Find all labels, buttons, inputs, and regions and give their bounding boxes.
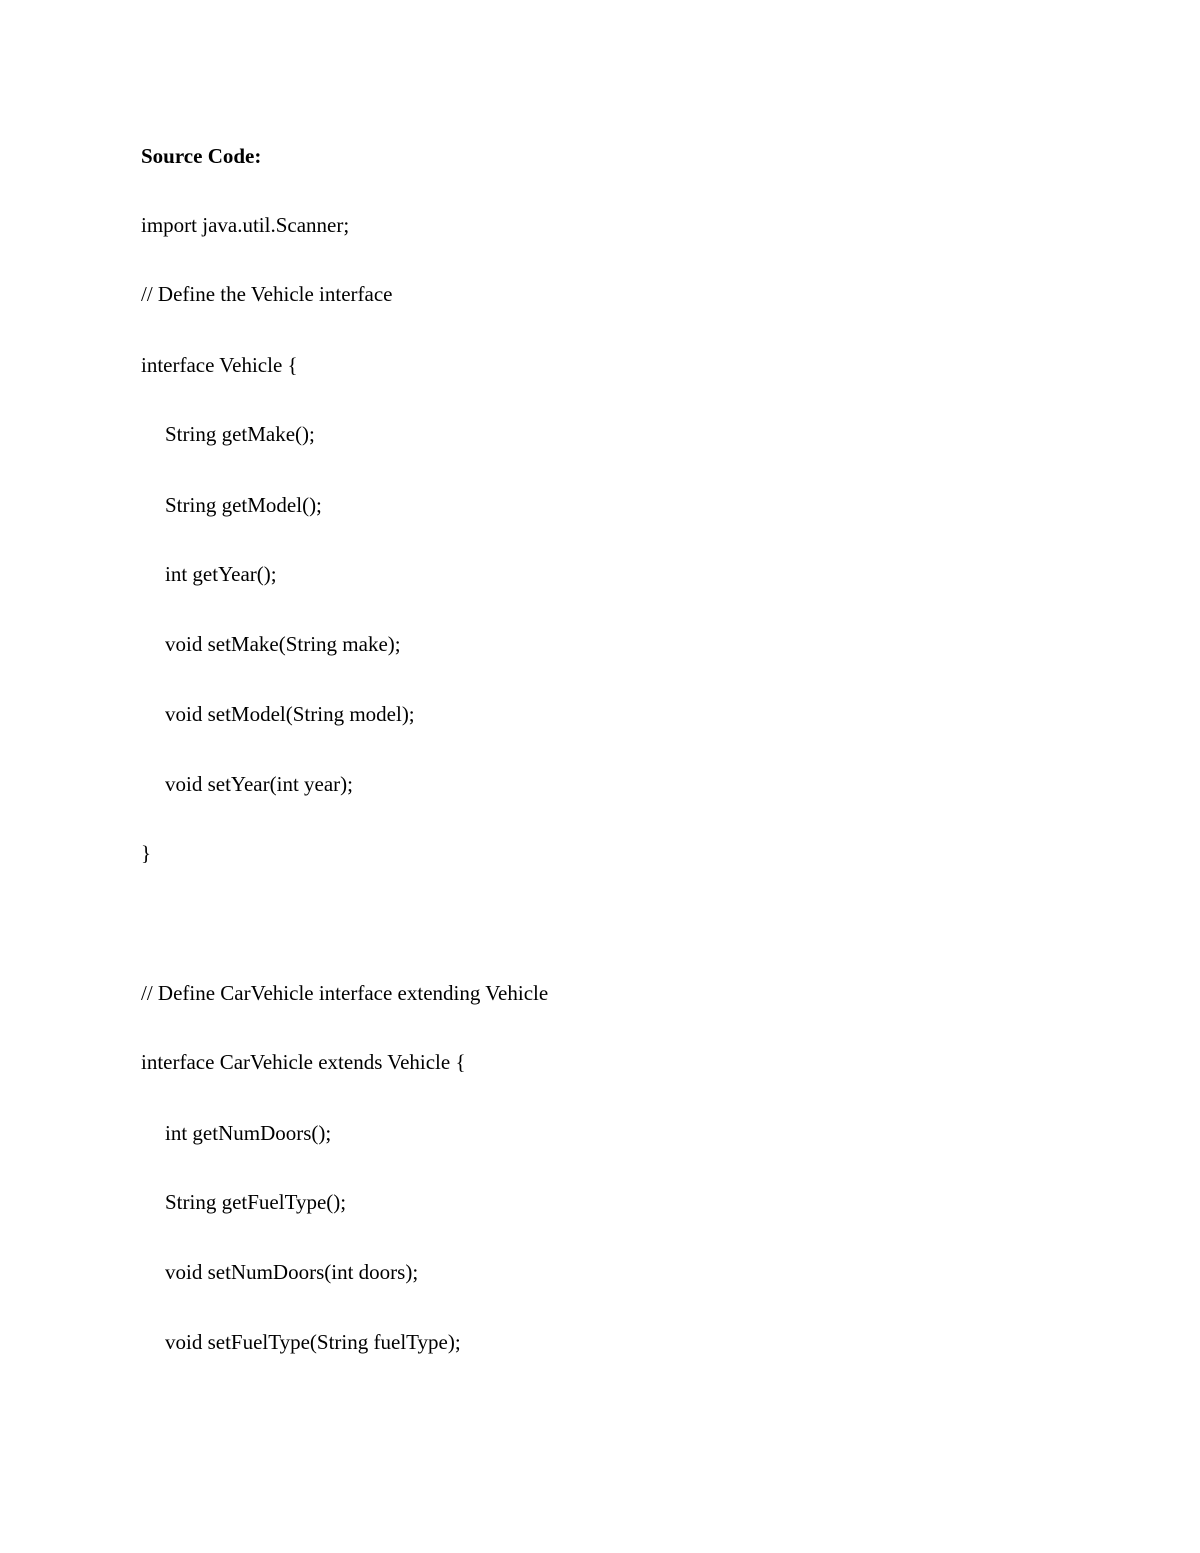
- code-comment: // Define CarVehicle interface extending Vehicle: [141, 981, 549, 1005]
- code-comment: // Define the Vehicle interface: [141, 282, 393, 306]
- code-line: interface Vehicle {: [141, 353, 298, 377]
- code-line: void setYear(int year);: [165, 772, 353, 796]
- code-line: String getModel();: [165, 493, 322, 517]
- section-heading: Source Code:: [141, 144, 262, 168]
- code-line: void setFuelType(String fuelType);: [165, 1330, 461, 1354]
- code-line: import java.util.Scanner;: [141, 213, 350, 237]
- code-line: String getFuelType();: [165, 1190, 347, 1214]
- code-line: int getNumDoors();: [165, 1121, 332, 1145]
- code-line: }: [141, 841, 152, 865]
- code-line: void setModel(String model);: [165, 702, 415, 726]
- code-line: void setNumDoors(int doors);: [165, 1260, 419, 1284]
- code-line: interface CarVehicle extends Vehicle {: [141, 1050, 466, 1074]
- code-line: void setMake(String make);: [165, 632, 401, 656]
- code-line: String getMake();: [165, 422, 315, 446]
- code-line: int getYear();: [165, 562, 277, 586]
